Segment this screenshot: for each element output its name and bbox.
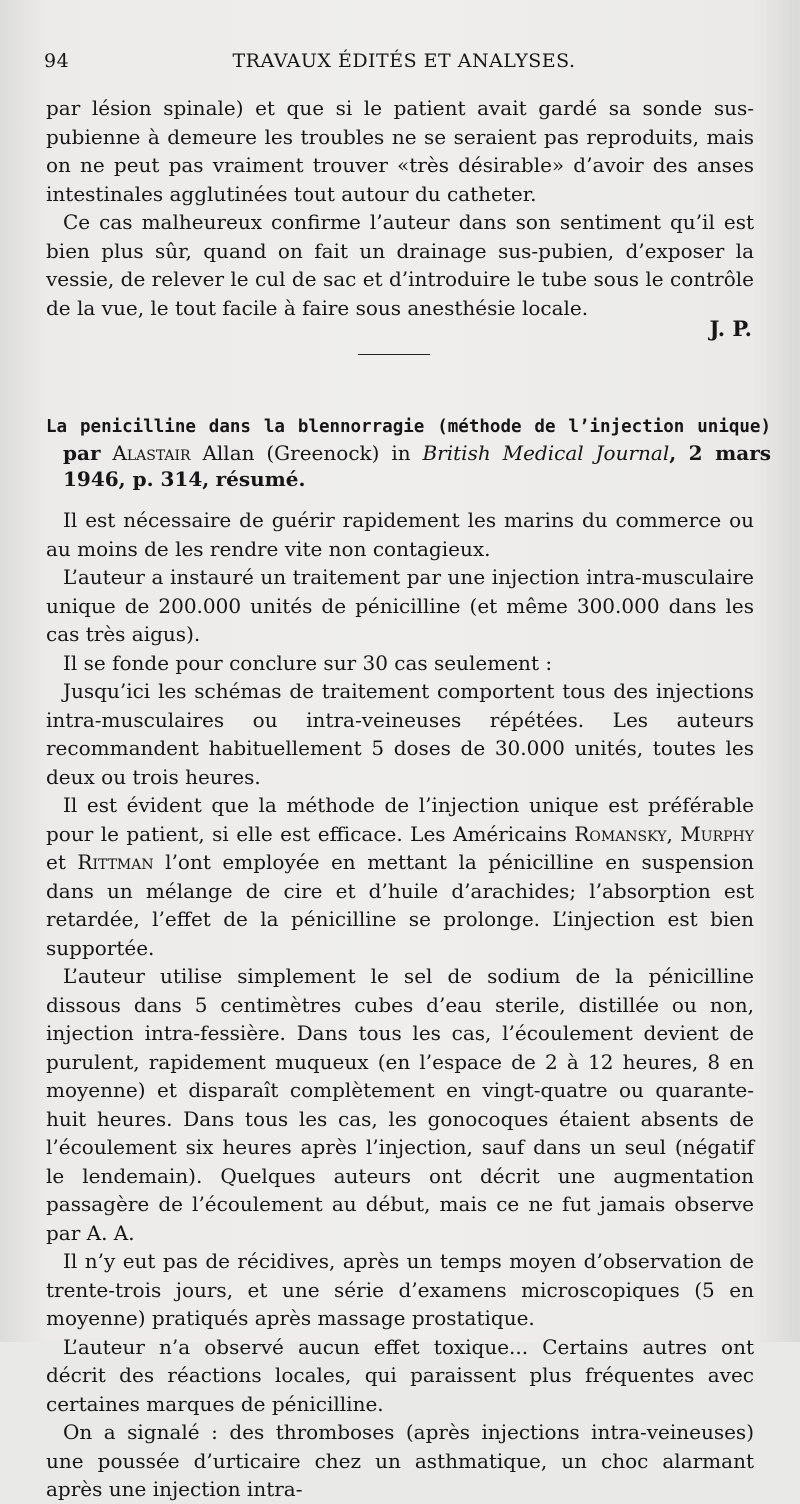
section-divider [358, 354, 430, 355]
page-number: 94 [44, 50, 70, 72]
paragraph: Il se fonde pour conclure sur 30 cas seulement : [63, 650, 553, 675]
paragraph: Il est nécessaire de guérir rapidement les marins du commerce ou au moins de les rendre vite non contagieux. [46, 508, 754, 561]
text-run: , [666, 821, 681, 846]
previous-review-continuation [46, 94, 754, 322]
author-name: Murphy [680, 821, 754, 846]
reviewer-signature: J. P. [709, 316, 752, 341]
entry-title: La penicilline dans la blennorragie (méthode de l’injection unique) [46, 417, 771, 437]
paragraph: Ce cas malheureux confirme l’auteur dans son sentiment qu’il est bien plus sûr, quand on fait un drainage sus-pubien, d’exposer la vessie, de relever le cul de sac et d’introduire le tube sous le contrôle de la vue, le tout facile à faire sous anesthésie locale. [46, 210, 754, 320]
paragraph: par lésion spinale) et que si le patient avait gardé sa sonde sus-pubienne à demeure les troubles ne se seraient pas reproduits, mais on ne peut pas vraiment trouver «très désirable» d’avoir des anses intestinales agglutinées tout autour du catheter. [46, 96, 754, 206]
paragraph: L’auteur a instauré un traitement par une injection intra-musculaire unique de 200.000 unités de pénicilline (et même 300.000 dans les cas très aigus). [46, 565, 754, 646]
page-header [44, 50, 764, 80]
author-name: Alastair [112, 441, 191, 465]
resume-label: résumé. [215, 467, 306, 491]
citation: , 2 mars 1946, p. 314, [63, 441, 771, 491]
author-affiliation: Allan (Greenock) in [190, 441, 423, 465]
paragraph: Il n’y eut pas de récidives, après un temps moyen d’observation de trente-trois jours, et une série d’examens microscopiques (5 en moyenne) pratiqués après massage prostatique. [46, 1249, 754, 1330]
paragraph [46, 791, 754, 962]
paragraph: Jusqu’ici les schémas de traitement comportent tous des injections intra-musculaires ou intra-veineuses répétées. Les auteurs recommandent habituellement 5 doses de 30.000 unités, toutes les deux ou trois heures. [46, 679, 754, 789]
entry-par: par [63, 441, 101, 465]
running-head: TRAVAUX ÉDITÉS ET ANALYSES. [232, 50, 576, 72]
text-run: et [46, 850, 78, 874]
paragraph: On a signalé : des thromboses (après injections intra-veineuses) une poussée d’urticaire chez un asthmatique, un choc alarmant après une injection intra- [46, 1420, 754, 1501]
journal-name: British Medical Journal [422, 441, 670, 465]
entry-heading [46, 412, 771, 492]
text-run: Il est évident que la méthode de l’injection unique est préférable pour le patient, si elle est efficace. Les Américains [46, 793, 754, 846]
text-run: l’ont employée en mettant la pénicilline en suspension dans un mélange de cire et d’huile d’arachides; l’absorption est retardée, l’effet de la pénicilline se prolonge. L’injection est bien supportée. [46, 850, 754, 960]
paragraph: L’auteur utilise simplement le sel de sodium de la pénicilline dissous dans 5 centimètres cubes d’eau sterile, distillée ou non, injection intra-fessière. Dans tous les cas, l’écoulement devient de purulent, rapidement muqueux (en l’espace de 2 à 12 heures, 8 en moyenne) et disparaît complètement en vingt-quatre ou quarante-huit heures. Dans tous les cas, les gonocoques étaient absents de l’écoulement six heures après l’injection, sauf dans un seul (négatif le lendemain). Quelques auteurs ont décrit une augmentation passagère de l’écoulement au début, mais ce ne fut jamais observe par A. A. [46, 964, 754, 1245]
author-name: Rittman [77, 850, 154, 874]
entry-body [46, 506, 754, 1504]
author-name: Romansky [574, 821, 667, 846]
paragraph: L’auteur n’a observé aucun effet toxique... Certains autres ont décrit des réactions locales, qui paraissent plus fréquentes avec certaines marques de pénicilline. [46, 1334, 754, 1416]
